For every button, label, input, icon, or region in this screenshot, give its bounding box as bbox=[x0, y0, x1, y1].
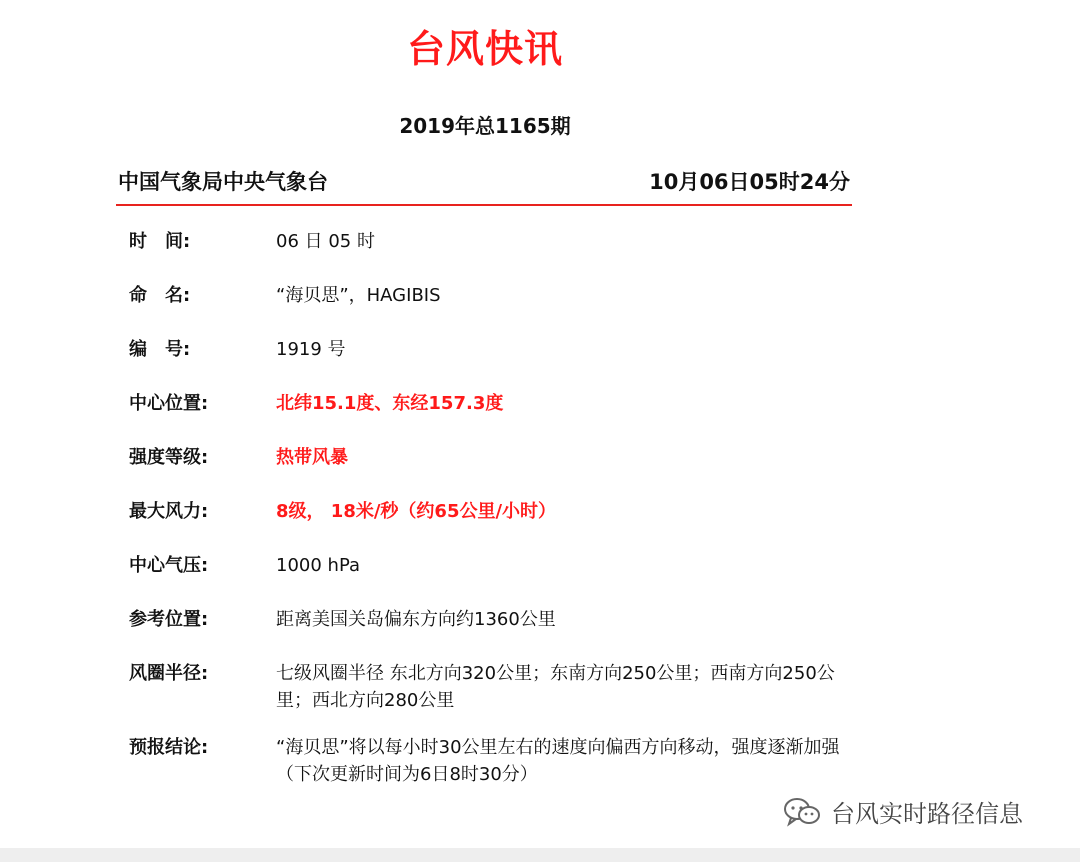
field-label: 编 号: bbox=[129, 339, 191, 360]
field-value: 热带风暴 bbox=[276, 447, 348, 468]
bottom-strip bbox=[0, 848, 1080, 862]
field-reference-position bbox=[0, 606, 1080, 633]
typhoon-info-list bbox=[0, 228, 1080, 815]
field-forecast bbox=[0, 734, 1080, 788]
issuing-agency: 中国气象局中央气象台 bbox=[118, 170, 328, 194]
field-label: 参考位置: bbox=[129, 609, 209, 630]
field-value: 七级风圈半径 东北方向320公里；东南方向250公里；西南方向250公里；西北方向280公里 bbox=[276, 663, 835, 711]
field-label: 最大风力: bbox=[129, 501, 209, 522]
field-value: 06 日 05 时 bbox=[276, 231, 375, 252]
issue-time: 10月06日05时24分 bbox=[649, 170, 850, 194]
account-watermark bbox=[783, 794, 1023, 829]
field-number bbox=[0, 336, 1080, 363]
next-update-note: （下次更新时间为6日8时30分） bbox=[276, 764, 538, 785]
field-max-wind bbox=[0, 498, 1080, 525]
field-label: 强度等级: bbox=[129, 447, 209, 468]
issue-number: 2019年总1165期 bbox=[399, 114, 571, 138]
field-value-group bbox=[276, 734, 841, 788]
field-value: 距离美国关岛偏东方向约1360公里 bbox=[276, 609, 556, 630]
field-label: 时 间: bbox=[129, 231, 191, 252]
forecast-text: “海贝思”将以每小时30公里左右的速度向偏西方向移动，强度逐渐加强 bbox=[276, 737, 840, 758]
field-name bbox=[0, 282, 1080, 309]
field-wind-radius bbox=[0, 660, 1080, 714]
field-label: 风圈半径: bbox=[129, 663, 209, 684]
field-pressure bbox=[0, 552, 1080, 579]
wechat-icon bbox=[783, 797, 821, 827]
page-title: 台风快讯 bbox=[406, 27, 563, 71]
field-value: “海贝思”，HAGIBIS bbox=[276, 285, 441, 306]
field-value: 8级， 18米/秒（约65公里/小时） bbox=[276, 501, 557, 522]
field-center-position bbox=[0, 390, 1080, 417]
field-label: 预报结论: bbox=[129, 737, 209, 758]
field-intensity bbox=[0, 444, 1080, 471]
field-value: 1919 号 bbox=[276, 339, 346, 360]
watermark-text: 台风实时路径信息 bbox=[831, 800, 1023, 828]
header-divider bbox=[116, 204, 852, 206]
field-label: 中心气压: bbox=[129, 555, 209, 576]
field-label: 中心位置: bbox=[129, 393, 209, 414]
field-value: 1000 hPa bbox=[276, 555, 361, 576]
field-time bbox=[0, 228, 1080, 255]
field-label: 命 名: bbox=[129, 285, 191, 306]
field-value: 北纬15.1度、东经157.3度 bbox=[276, 393, 504, 414]
